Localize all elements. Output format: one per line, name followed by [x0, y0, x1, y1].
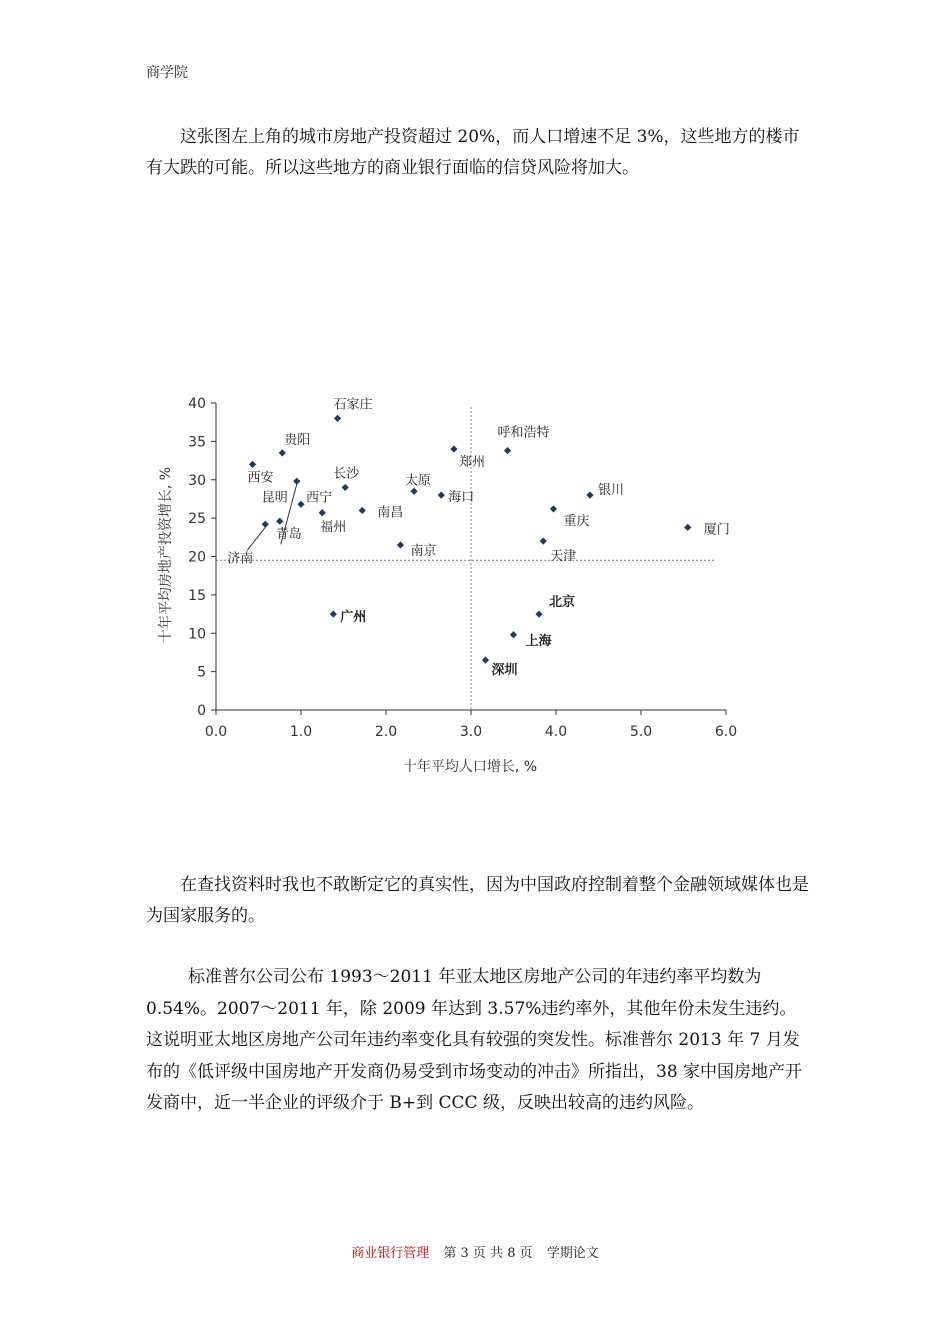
- data-point-label: 深圳: [491, 663, 518, 679]
- x-tick-label: 4.0: [544, 724, 568, 740]
- chart-points: [249, 415, 691, 664]
- data-point-label: 南京: [410, 543, 437, 559]
- x-tick-label: 3.0: [459, 724, 483, 740]
- data-point-label: 厦门: [703, 522, 730, 538]
- x-tick-label: 5.0: [629, 724, 653, 740]
- x-tick-label: 6.0: [714, 724, 738, 740]
- paragraph-2: [146, 870, 810, 932]
- data-point-marker: [586, 492, 593, 499]
- page-footer: [0, 1242, 950, 1261]
- y-tick-label: 0: [197, 703, 206, 719]
- y-axis-label: 十年平均房地产投资增长, %: [158, 466, 174, 644]
- x-tick-label: 0.0: [204, 724, 228, 740]
- data-point-label: 昆明: [261, 490, 288, 506]
- data-point-label: 银川: [598, 483, 625, 499]
- y-tick-label: 35: [188, 434, 206, 451]
- data-point-label: 福州: [320, 519, 347, 535]
- data-point-label: 贵阳: [284, 432, 311, 448]
- data-point-marker: [342, 484, 349, 491]
- footer-course-name: 商业银行管理: [351, 1246, 430, 1261]
- paragraph-2-text: 在查找资料时我也不敢断定它的真实性，因为中国政府控制着整个金融领域媒体也是为国家服务的。: [146, 875, 809, 926]
- data-point-label: 西宁: [306, 490, 333, 506]
- data-point-marker: [438, 492, 445, 499]
- data-point-label: 广州: [340, 610, 367, 626]
- y-tick-label: 20: [188, 549, 206, 566]
- data-point-marker: [540, 538, 547, 545]
- footer-paper-type: 学期论文: [546, 1246, 599, 1261]
- data-point-label: 海口: [448, 490, 475, 506]
- data-point-label: 青岛: [275, 527, 302, 543]
- data-point-marker: [684, 524, 691, 531]
- data-point-marker: [482, 657, 489, 664]
- y-tick-label: 40: [188, 396, 206, 412]
- data-point-marker: [334, 415, 341, 422]
- scatter-chart: [150, 385, 750, 785]
- data-point-marker: [276, 518, 283, 525]
- data-point-label: 上海: [525, 633, 552, 649]
- y-tick-label: 25: [188, 511, 206, 528]
- y-tick-label: 15: [188, 587, 206, 604]
- data-point-label: 南昌: [377, 505, 404, 521]
- data-point-label: 呼和浩特: [497, 425, 550, 441]
- label-leader-line: [247, 527, 265, 550]
- data-point-marker: [262, 521, 269, 528]
- data-point-label: 郑州: [459, 455, 486, 471]
- data-point-marker: [535, 610, 542, 617]
- paragraph-3: [146, 962, 810, 1120]
- data-point-label: 济南: [227, 551, 254, 567]
- data-point-marker: [330, 610, 337, 617]
- data-point-marker: [359, 507, 366, 514]
- x-tick-label: 2.0: [374, 724, 398, 740]
- paragraph-1: [146, 122, 810, 184]
- footer-page-info: 第 3 页 共 8 页: [443, 1246, 533, 1261]
- data-point-marker: [510, 631, 517, 638]
- data-point-label: 北京: [549, 595, 576, 611]
- y-tick-label: 5: [197, 664, 206, 681]
- data-point-marker: [279, 449, 286, 456]
- y-tick-label: 10: [188, 626, 206, 643]
- data-point-label: 石家庄: [333, 397, 373, 413]
- data-point-marker: [550, 505, 557, 512]
- data-point-label: 天津: [550, 549, 577, 565]
- x-axis-label: 十年平均人口增长, %: [402, 759, 538, 775]
- data-point-label: 长沙: [333, 466, 360, 482]
- data-point-marker: [410, 488, 417, 495]
- chart-point-labels: [227, 397, 729, 678]
- paragraph-3-text: 标准普尔公司公布 1993～2011 年亚太地区房地产公司的年违约率平均数为 0.54%。2007～2011 年，除 2009 年达到 3.57%违约率外，其他年份未发生违约。这说明亚太地区房地产公司年违约率变化具有较强的突发性。标准普尔 2013 年 7 月发布的《低评级中国房地产开发商仍易受到市场变动的冲击》所指出，38 家中国房地产开发商中，近一半企业的评级介于 B+到 CCC 级，反映出较高的违约风险。: [146, 967, 803, 1113]
- data-point-label: 太原: [405, 473, 432, 489]
- y-tick-label: 30: [188, 472, 206, 489]
- x-tick-label: 1.0: [289, 724, 313, 740]
- data-point-marker: [319, 509, 326, 516]
- page-header: 商学院: [146, 65, 188, 81]
- chart-axes: [188, 396, 737, 740]
- data-point-marker: [293, 478, 300, 485]
- data-point-marker: [397, 541, 404, 548]
- data-point-label: 重庆: [563, 513, 590, 529]
- data-point-marker: [504, 447, 511, 454]
- data-point-marker: [249, 461, 256, 468]
- data-point-label: 西安: [247, 470, 274, 486]
- data-point-marker: [450, 445, 457, 452]
- data-point-marker: [297, 501, 304, 508]
- paragraph-1-text: 这张图左上角的城市房地产投资超过 20%，而人口增速不足 3%，这些地方的楼市有大跌的可能。所以这些地方的商业银行面临的信贷风险将加大。: [146, 127, 800, 178]
